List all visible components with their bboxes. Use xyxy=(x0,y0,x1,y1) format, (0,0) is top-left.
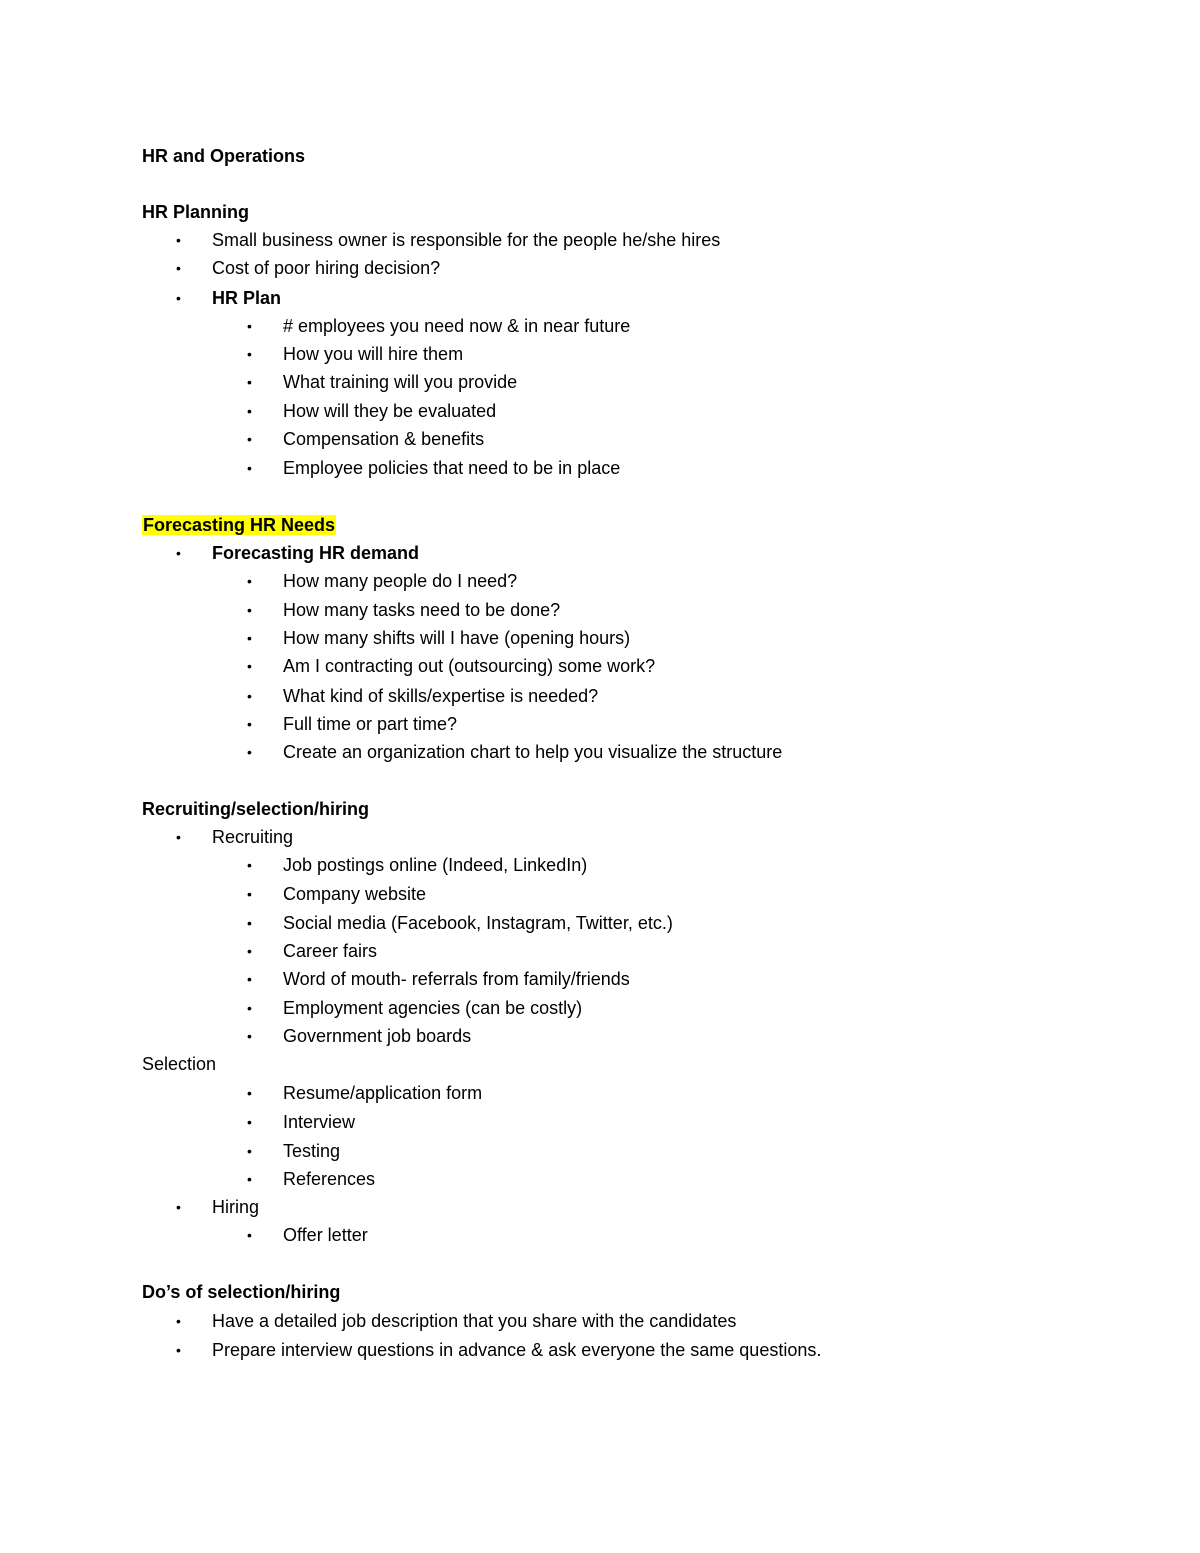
list-item-text: How will they be evaluated xyxy=(283,401,497,421)
list-item-text: Hiring xyxy=(212,1197,260,1217)
bullet-icon: • xyxy=(176,232,181,248)
bullet-icon: • xyxy=(247,688,252,704)
list-item-text: Recruiting xyxy=(212,827,294,847)
list-item-text: Full time or part time? xyxy=(283,714,458,734)
bullet-icon: • xyxy=(247,431,252,447)
list-item-text: Am I contracting out (outsourcing) some work? xyxy=(283,656,656,676)
bullet-icon: • xyxy=(247,602,252,618)
list-item-text: How you will hire them xyxy=(283,344,464,364)
list-item-text: Company website xyxy=(283,884,427,904)
list-item-text: # employees you need now & in near future xyxy=(283,316,631,336)
list-item-text: Employment agencies (can be costly) xyxy=(283,998,583,1018)
bullet-icon: • xyxy=(247,857,252,873)
bullet-icon: • xyxy=(247,1028,252,1044)
list-item-text: Have a detailed job description that you share with the candidates xyxy=(212,1311,737,1331)
list-item-text: Employee policies that need to be in place xyxy=(283,458,621,478)
bullet-icon: • xyxy=(247,1227,252,1243)
list-item-text: References xyxy=(283,1169,376,1189)
bullet-icon: • xyxy=(247,886,252,902)
bullet-icon: • xyxy=(247,1085,252,1101)
list-item-text: Job postings online (Indeed, LinkedIn) xyxy=(283,855,588,875)
bullet-icon: • xyxy=(247,915,252,931)
bullet-icon: • xyxy=(247,1143,252,1159)
list-item-text: How many tasks need to be done? xyxy=(283,600,561,620)
list-item-text: Compensation & benefits xyxy=(283,429,485,449)
bullet-icon: • xyxy=(247,971,252,987)
bullet-icon: • xyxy=(247,318,252,334)
bullet-icon: • xyxy=(247,1171,252,1187)
bullet-icon: • xyxy=(176,1342,181,1358)
list-item-text: Word of mouth- referrals from family/friends xyxy=(283,969,630,989)
bullet-icon: • xyxy=(247,943,252,959)
bullet-icon: • xyxy=(247,374,252,390)
bullet-icon: • xyxy=(247,658,252,674)
list-item-text: Testing xyxy=(283,1141,341,1161)
section-heading-hr-planning: HR Planning xyxy=(142,202,249,222)
list-item-text: What training will you provide xyxy=(283,372,518,392)
bullet-icon: • xyxy=(247,1000,252,1016)
bullet-icon: • xyxy=(176,260,181,276)
section-heading-recruiting: Recruiting/selection/hiring xyxy=(142,799,370,819)
list-item-text: Resume/application form xyxy=(283,1083,483,1103)
list-item-text: What kind of skills/expertise is needed? xyxy=(283,686,599,706)
list-item-text: Career fairs xyxy=(283,941,378,961)
list-item-text: Social media (Facebook, Instagram, Twitter, etc.) xyxy=(283,913,673,933)
list-item-text: Cost of poor hiring decision? xyxy=(212,258,441,278)
bullet-icon: • xyxy=(247,716,252,732)
bullet-icon: • xyxy=(176,829,181,845)
bullet-icon: • xyxy=(247,630,252,646)
list-item-text: Interview xyxy=(283,1112,356,1132)
list-item-text: Small business owner is responsible for the people he/she hires xyxy=(212,230,721,250)
selection-label: Selection xyxy=(142,1054,217,1074)
bullet-icon: • xyxy=(176,1199,181,1215)
list-item-text: Create an organization chart to help you visualize the structure xyxy=(283,742,783,762)
list-item-text: Forecasting HR demand xyxy=(212,543,420,563)
bullet-icon: • xyxy=(247,460,252,476)
document-title: HR and Operations xyxy=(142,146,306,166)
highlighted-heading-text: Forecasting HR Needs xyxy=(143,515,336,535)
section-heading-forecasting xyxy=(142,511,336,539)
bullet-icon: • xyxy=(247,346,252,362)
bullet-icon: • xyxy=(176,1313,181,1329)
bullet-icon: • xyxy=(247,573,252,589)
list-item-text: Government job boards xyxy=(283,1026,472,1046)
list-item-text: Prepare interview questions in advance & ask everyone the same questions. xyxy=(212,1340,822,1360)
bullet-icon: • xyxy=(176,290,181,306)
list-item-text: How many people do I need? xyxy=(283,571,518,591)
bullet-icon: • xyxy=(247,403,252,419)
bullet-icon: • xyxy=(247,744,252,760)
list-item-text: Offer letter xyxy=(283,1225,368,1245)
list-item-text: HR Plan xyxy=(212,288,282,308)
bullet-icon: • xyxy=(176,545,181,561)
list-item-text: How many shifts will I have (opening hours) xyxy=(283,628,631,648)
section-heading-dos: Do’s of selection/hiring xyxy=(142,1282,341,1302)
bullet-icon: • xyxy=(247,1114,252,1130)
